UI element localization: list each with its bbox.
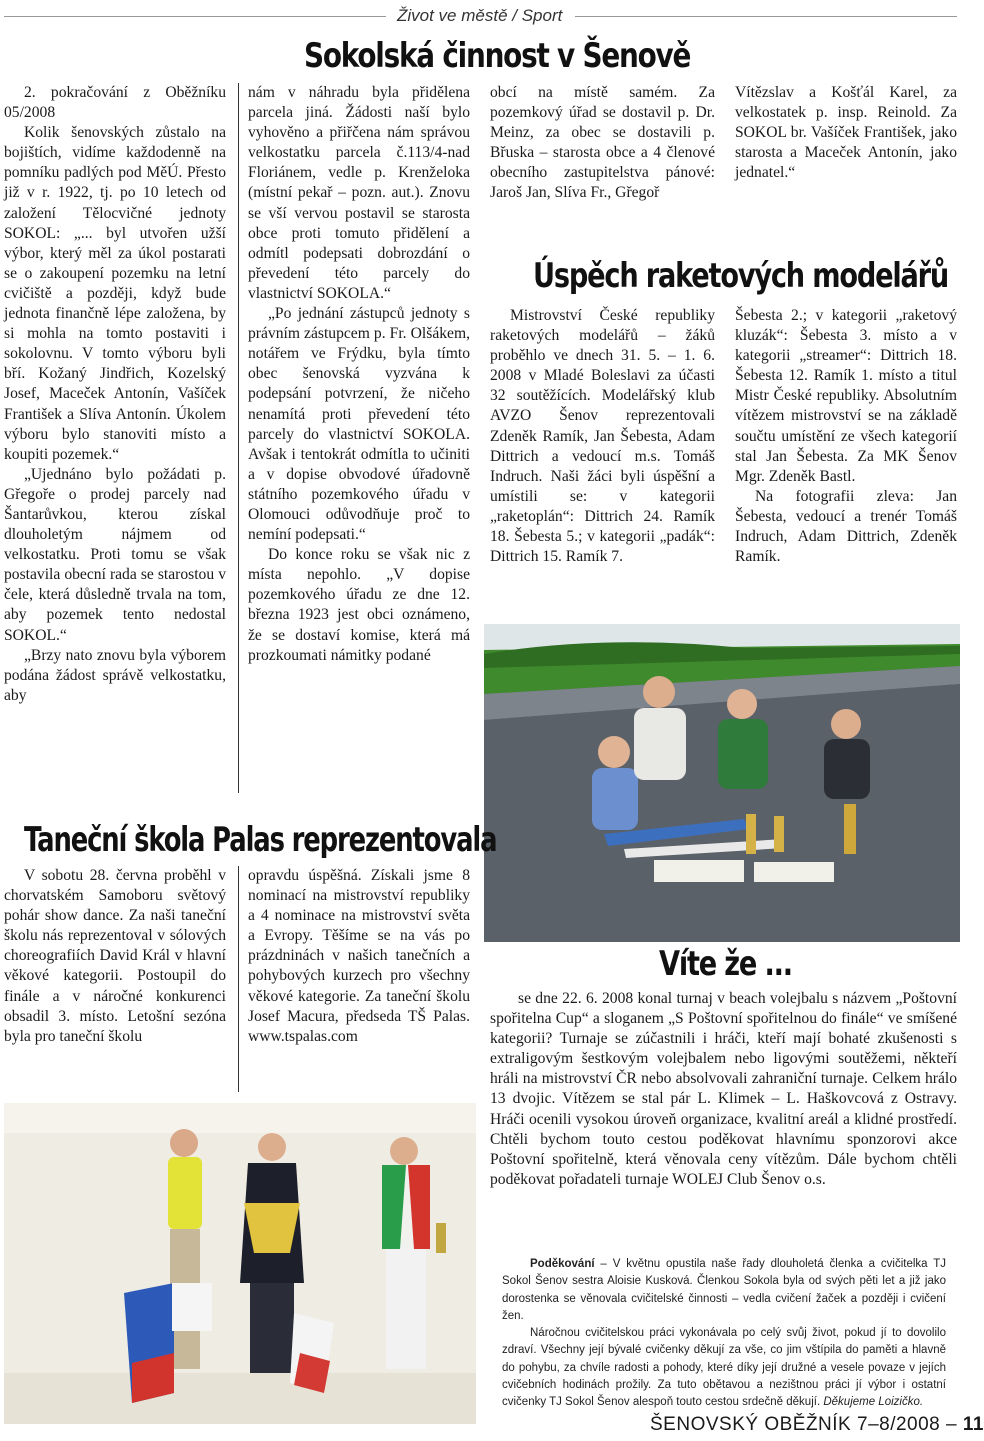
vite-ze-paragraph: se dne 22. 6. 2008 konal turnaj v beach volejbalu s názvem „Poštovní spořitelna Cup“ a sloganem „S Poštovní spořitelnou do finále“ ve smíšené kategorii? Turnaje se zúčastnili i hráči, kteří mají bohaté zkušenosti s extraligovým šestkovým volejbalem nebo ligovými soutěžemi, někteří hráli na mistrovství ČR nebo absolvovali zahraniční turnaje. Celkem hrálo 13 dvojic. Vítězem se stal pár L. Klimek – L. Haškovcová z Ostravy. Hráči ocenili vysokou úroveň organizace, kvalitní areál a klidné prostředí. Chtěli bychom touto cestou poděkovat hlavnímu sponzorovi akce Poštovní spořitelně, která věnovala ceny vítězům. Dále bychom chtěli poděkovat pořadateli turnaje WOLEJ Club Šenov o.s. — [490, 990, 957, 1188]
sokol-col2-paragraph: „Po jednání zástupců jednoty s právním zástupcem p. Fr. Olšákem, notářem ve Frýdku, byla tímto obec šenovská vyzvána k podepsání potvrzení, že ničeho nenamítá proti převedení této parcely do vlastnictví SOKOLA. Avšak i tentokrát odmítla to učiniti a v dopise obvodové úřadovně státního pozemkového úřadu v Olomouci odůvodňuje proč to nemíní podepsati.“ — [248, 305, 470, 544]
sokol-col1-paragraph: Kolik šenovských zůstalo na bojištích, vidíme každodenně na pomníku padlých pod MěÚ. Přesto již v r. 1922, tj. po 10 letech od založení Tělocvičné jednoty SOKOL: „... byl utvořen užší výbor, který měl za úkol postarati se o zakoupení pozemku na letní cvičiště a později, když bude jednota finančně lépe založena, by si mohla na tomto postaviti i sokolovnu. V tomto výboru byli bří. Kožaný Jindřich, Kozelský Josef, Maceček Antonín, Vašíček František a Slíva Antonín. Úkolem výboru bylo stanoviti místo a koupiti pozemek.“ — [4, 124, 226, 463]
thanks-paragraph-2 — [502, 1325, 946, 1411]
sokol-column-4 — [735, 83, 957, 183]
thanks-signoff: Děkujeme Loizičko. — [823, 1396, 924, 1409]
rocket-team-photo-graphic — [484, 624, 960, 942]
main-title: Sokolská činnost v Šenově — [304, 36, 691, 76]
sokol-column-2 — [248, 83, 470, 666]
sokol-col2-paragraph: nám v náhradu byla přidělena parcela jiná. Žádosti naší bylo vyhověno a přiřčena nám správou velkostatku parcela č.113/4-nad Floriánem, vedle p. Krenželoka (místní pekař – pozn. aut.). Znovu se vší vervou postavil se starosta obce proti tomuto přidělení a odmítl podepsati dobrozdání o převedení této parcely do vlastnictví SOKOLA.“ — [248, 84, 470, 302]
footer-separator: – — [946, 1414, 958, 1435]
rocket-team-photo — [484, 624, 960, 942]
footer-publication: ŠENOVSKÝ OBĚŽNÍK 7–8/2008 — [650, 1414, 941, 1435]
dance-col1-paragraph: V sobotu 28. června proběhl v chorvatském Samoboru světový pohár show dance. Za naši taneční školu nás reprezentoval v sólových choreografiích David Král v hlavní věkové kategorii. Postoupil do finále a v náročné konkurenci obsadil 3. místo. Letošní sezóna byla pro taneční školu — [4, 867, 226, 1045]
dance-col2-paragraph: opravdu úspěšná. Získali jsme 8 nominací na mistrovství republiky a 4 nominace na mistrovství světa a Evropy. Těšíme se na vás po prázdninách v našich tanečních a pohybových kurzech pro všechny věkové kategorie. Za taneční školu Josef Macura, předseda TŠ Palas. www.tspalas.com — [248, 867, 470, 1045]
header-rule-right — [575, 16, 957, 17]
dance-title: Taneční škola Palas reprezentovala — [24, 820, 497, 860]
sokol-col2-paragraph: Do konce roku se však nic z místa nepohlo. „V dopise pozemkového úřadu ze dne 12. března 1923 jest obci oznámeno, že se dostaví komise, která má prozkoumati námitky podané — [248, 546, 470, 664]
dance-column-1 — [4, 866, 226, 1047]
thanks-text-2: Náročnou cvičitelskou práci vykonávala po celý svůj život, pokud jí to dovolilo zdraví. Všechny její bývalé cvičenky děkují za vše, co jim vštípila do paměti a hlavně do pohybu, za chvíle radosti a pohody, které díky její družné a vesele povaze v jejích cvičebních hodinách prožily. Za tuto obětavou a nezištnou práci jí výbor i ostatní cvičenky TJ Sokol Šenov alespoň touto cestou srdečně děkují. — [502, 1327, 946, 1409]
sokol-col1-paragraph: „Ujednáno bylo požádati p. Gřegoře o prodej parcely nad Šantarůvkou, kterou získal dlouholetým nájmem od velkostatku. Proti tomu se však postavila obecní rada se starostou v čele, která důsledně trvala na tom, aby pozemek tento nedostal SOKOL.“ — [4, 465, 226, 644]
vite-ze-text-block — [490, 989, 957, 1190]
rocket-column-1 — [490, 306, 715, 567]
sokol-column-3 — [490, 83, 715, 204]
thanks-paragraph-1 — [502, 1256, 946, 1325]
rocket-col2-paragraph: Šebesta 2.; v kategorii „raketový kluzák“: Šebesta 3. místo a v kategorii „streamer“: Dittrich 18. Šebesta 12. Ramík 1. místo a titul Mistr České republiky. Absolutním vítězem mistrovství se na základě součtu umístění ze všech kategorií stal Jan Šebesta. Za MK Šenov Mgr. Zdeněk Bastl. — [735, 307, 957, 485]
rocket-photo-caption: Na fotografii zleva: Jan Šebesta, vedoucí a trenér Tomáš Indruch, Adam Dittrich, Zdeněk Ramík. — [735, 487, 957, 566]
page-footer — [650, 1414, 984, 1436]
column-divider — [238, 83, 239, 793]
thanks-box — [502, 1256, 946, 1412]
sokol-col1-paragraph: „Brzy nato znovu byla výborem podána žádost správě velkostatku, aby — [4, 646, 226, 704]
dance-podium-photo-graphic — [4, 1103, 476, 1424]
column-divider — [238, 866, 239, 1092]
rocket-column-2 — [735, 306, 957, 567]
sokol-column-1 — [4, 83, 226, 706]
sokol-col3-paragraph: obcí na místě samém. Za pozemkový úřad se dostavil p. Dr. Meinz, za obec se dostavili p. Břuska – starosta obce a 4 členové obecního zastupitelstva pánové: Jaroš Jan, Slíva Fr., Gřegoř — [490, 84, 715, 202]
rocket-title: Úspěch raketových modelářů — [533, 256, 949, 296]
sokol-col4-paragraph: Vítězslav a Košťál Karel, za velkostatek p. insp. Reinold. Za SOKOL br. Vašíček František, jako starosta a Maceček Antonín, jako jednatel.“ — [735, 84, 957, 182]
thanks-text-1: – V květnu opustila naše řady dlouholetá členka a cvičitelka TJ Sokol Šenov sestra Aloisie Kusková. Členkou Sokola byla od svých pěti let a již jako dorostenka se věnovala cvičitelské činnosti – vedla cvičení žaček a později i cvičení žen. — [502, 1258, 946, 1322]
dance-column-2 — [248, 866, 470, 1047]
vite-ze-title: Víte že ... — [659, 944, 792, 984]
sokol-col1-paragraph: 2. pokračování z Oběžníku 05/2008 — [4, 84, 226, 122]
thanks-heading: Poděkování — [530, 1258, 595, 1270]
rocket-col1-paragraph: Mistrovství České republiky raketových modelářů – žáků proběhlo ve dnech 31. 5. – 1. 6. 2008 v Mladé Boleslavi za účasti 32 soutěžících. Modelářský klub AVZO Šenov reprezentovali Zdeněk Ramík, Jan Šebesta, Adam Dittrich a vedoucí m.s. Tomáš Indruch. Naši žáci byli úspěšní a umístili se: v kategorii „raketoplán“: Dittrich 24. Ramík 18. Šebesta 5.; v kategorii „padák“: Dittrich 15. Ramík 7. — [490, 307, 715, 566]
header-rule-left — [4, 16, 386, 17]
section-label: Život ve městě / Sport — [397, 6, 563, 25]
page-number: 11 — [962, 1414, 984, 1435]
dance-podium-photo — [4, 1103, 476, 1424]
